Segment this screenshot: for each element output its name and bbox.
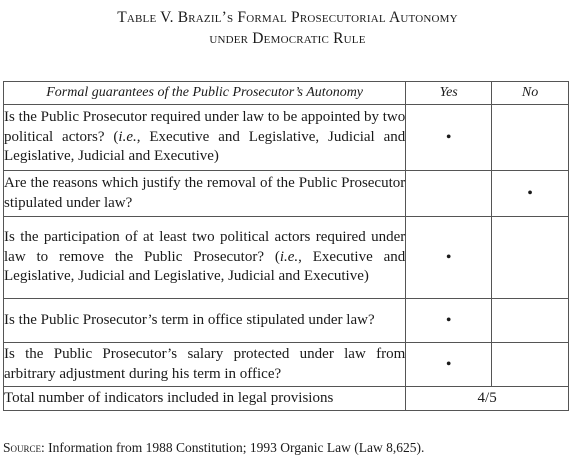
total-row	[4, 387, 569, 411]
autonomy-table	[3, 81, 569, 411]
yes-mark: •	[406, 217, 492, 299]
no-mark	[492, 105, 569, 171]
source-note	[3, 440, 424, 456]
header-yes: Yes	[406, 82, 492, 105]
table-row	[4, 343, 569, 387]
no-mark	[492, 343, 569, 387]
table-row	[4, 299, 569, 343]
header-guarantees: Formal guarantees of the Public Prosecutor’s Autonomy	[4, 82, 406, 105]
yes-mark: •	[406, 299, 492, 343]
table-row	[4, 105, 569, 171]
table-title	[0, 7, 575, 49]
question-cell: Is the participation of at least two political actors required under law to remove the Public Prosecutor? (i.e., Executive and Legislative, Judicial and Legislative, Judicial and Executive)	[4, 217, 406, 299]
header-row	[4, 82, 569, 105]
table-title-line-2: under Democratic Rule	[209, 30, 366, 47]
question-cell: Are the reasons which justify the removal of the Public Prosecutor stipulated under law?	[4, 171, 406, 217]
table-row	[4, 217, 569, 299]
question-cell: Is the Public Prosecutor required under law to be appointed by two political actors? (i.e., Executive and Legislative, Judicial and Legislative, Judicial and Executive)	[4, 105, 406, 171]
question-cell: Is the Public Prosecutor’s term in office stipulated under law?	[4, 299, 406, 343]
yes-mark: •	[406, 343, 492, 387]
source-label: Source	[3, 440, 42, 455]
total-value: 4/5	[406, 387, 569, 411]
header-no: No	[492, 82, 569, 105]
source-text: : Information from 1988 Constitution; 1993 Organic Law (Law 8,625).	[41, 440, 425, 455]
yes-mark: •	[406, 105, 492, 171]
no-mark	[492, 217, 569, 299]
no-mark	[492, 299, 569, 343]
no-mark: •	[492, 171, 569, 217]
question-cell: Is the Public Prosecutor’s salary protected under law from arbitrary adjustment during his term in office?	[4, 343, 406, 387]
table-row	[4, 171, 569, 217]
yes-mark	[406, 171, 492, 217]
total-label: Total number of indicators included in legal provisions	[4, 387, 406, 411]
table-title-line-1: Table V. Brazil’s Formal Prosecutorial Autonomy	[117, 9, 458, 26]
